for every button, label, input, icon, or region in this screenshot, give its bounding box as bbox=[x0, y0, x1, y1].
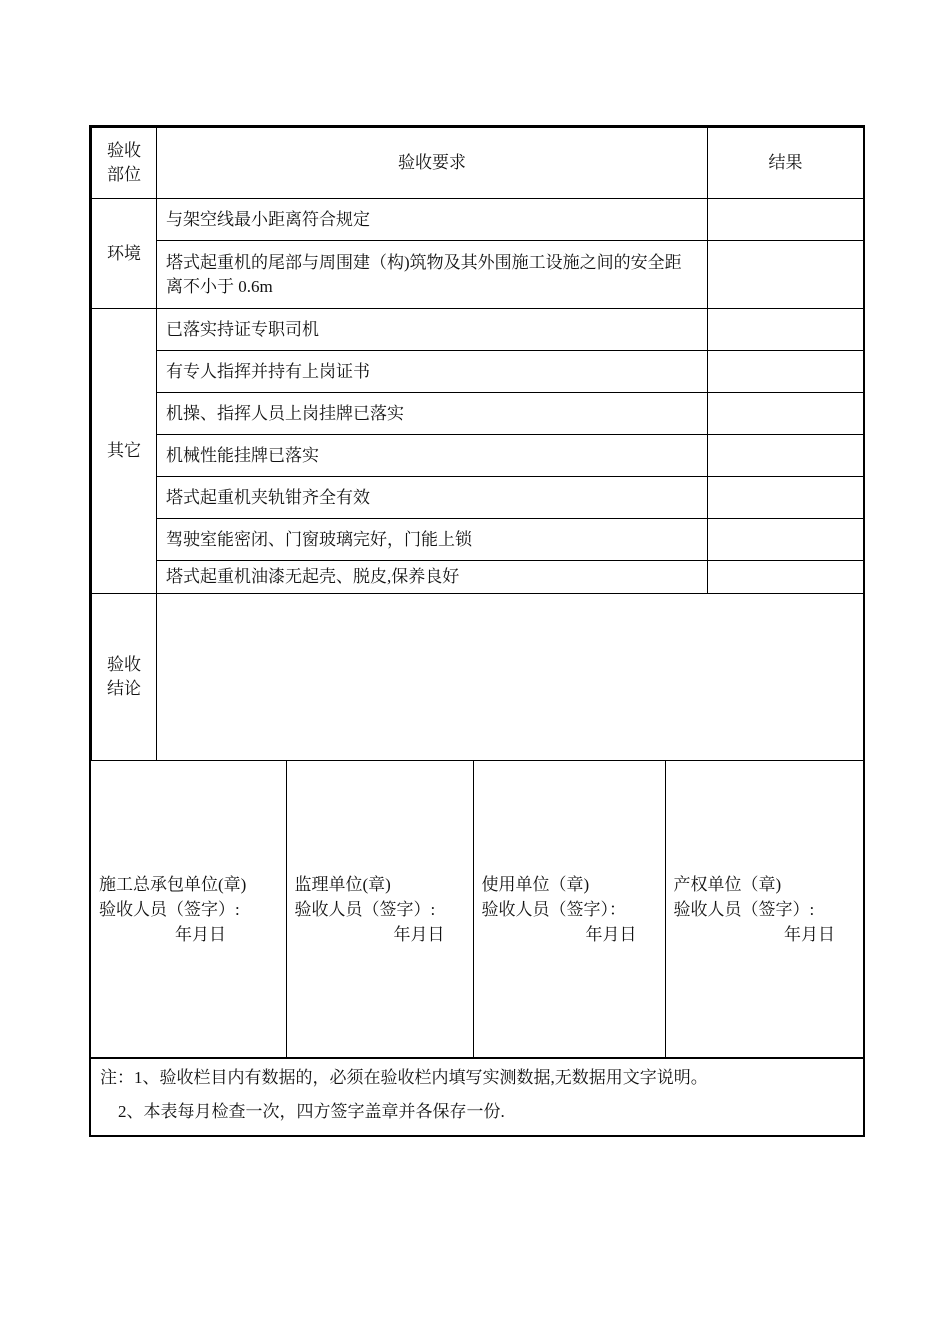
conclusion-label: 验收 结论 bbox=[92, 594, 157, 761]
requirement-item: 与架空线最小距离符合规定 bbox=[157, 199, 708, 241]
result-cell[interactable] bbox=[708, 477, 864, 519]
signature-owner[interactable] bbox=[665, 761, 863, 1058]
table-row bbox=[92, 519, 864, 561]
signature-user[interactable] bbox=[473, 761, 665, 1058]
section-part-other: 其它 bbox=[92, 309, 157, 594]
signature-table bbox=[91, 761, 863, 1058]
requirement-item: 驾驶室能密闭、门窗玻璃完好，门能上锁 bbox=[157, 519, 708, 561]
signature-unit: 监理单位(章) bbox=[294, 874, 391, 894]
signature-date: 年月日 bbox=[393, 924, 445, 944]
result-cell[interactable] bbox=[708, 199, 864, 241]
table-row bbox=[92, 435, 864, 477]
requirement-item: 塔式起重机的尾部与周围建（构)筑物及其外围施工设施之间的安全距离不小于 0.6m bbox=[157, 241, 708, 309]
table-row bbox=[92, 561, 864, 594]
table-row bbox=[92, 351, 864, 393]
result-cell[interactable] bbox=[708, 309, 864, 351]
requirement-item: 机操、指挥人员上岗挂牌已落实 bbox=[157, 393, 708, 435]
conclusion-field[interactable] bbox=[157, 594, 864, 761]
signature-inspector: 验收人员（签字）: bbox=[99, 899, 240, 919]
signature-date: 年月日 bbox=[175, 924, 226, 944]
result-cell[interactable] bbox=[708, 241, 864, 309]
note-2: 2、本表每月检查一次，四方签字盖章并各保存一份. bbox=[118, 1102, 505, 1121]
table-row bbox=[92, 477, 864, 519]
signature-date: 年月日 bbox=[784, 924, 835, 944]
result-cell[interactable] bbox=[708, 435, 864, 477]
result-cell[interactable] bbox=[708, 519, 864, 561]
signature-row bbox=[91, 761, 863, 1058]
result-cell[interactable] bbox=[708, 351, 864, 393]
signature-inspector: 验收人员（签字）: bbox=[673, 899, 815, 919]
requirement-item: 已落实持证专职司机 bbox=[157, 309, 708, 351]
signature-unit: 使用单位（章) bbox=[481, 874, 590, 894]
signature-unit: 施工总承包单位(章) bbox=[99, 874, 247, 894]
table-row bbox=[92, 199, 864, 241]
requirement-item: 塔式起重机夹轨钳齐全有效 bbox=[157, 477, 708, 519]
signature-inspector: 验收人员（签字）: bbox=[294, 899, 436, 919]
signature-contractor[interactable] bbox=[91, 761, 286, 1058]
note-1: 注：1、验收栏目内有数据的，必须在验收栏内填写实测数据,无数据用文字说明。 bbox=[100, 1068, 708, 1087]
conclusion-row bbox=[92, 594, 864, 761]
acceptance-form bbox=[89, 125, 865, 1137]
table-row bbox=[92, 309, 864, 351]
signature-date: 年月日 bbox=[585, 924, 637, 944]
signature-unit: 产权单位（章) bbox=[673, 874, 782, 894]
table-row bbox=[92, 393, 864, 435]
requirement-item: 塔式起重机油漆无起壳、脱皮,保养良好 bbox=[157, 561, 708, 594]
result-cell[interactable] bbox=[708, 393, 864, 435]
requirement-item: 机械性能挂牌已落实 bbox=[157, 435, 708, 477]
header-result: 结果 bbox=[708, 128, 864, 199]
table-row bbox=[92, 241, 864, 309]
section-part-environment: 环境 bbox=[92, 199, 157, 309]
signature-supervisor[interactable] bbox=[286, 761, 473, 1058]
inspection-table bbox=[91, 127, 864, 761]
notes bbox=[91, 1058, 863, 1135]
signature-inspector: 验收人员（签字）： bbox=[481, 899, 626, 919]
header-part: 验收 部位 bbox=[92, 128, 157, 199]
requirement-item: 有专人指挥并持有上岗证书 bbox=[157, 351, 708, 393]
result-cell[interactable] bbox=[708, 561, 864, 594]
header-requirement: 验收要求 bbox=[157, 128, 708, 199]
table-header-row bbox=[92, 128, 864, 199]
